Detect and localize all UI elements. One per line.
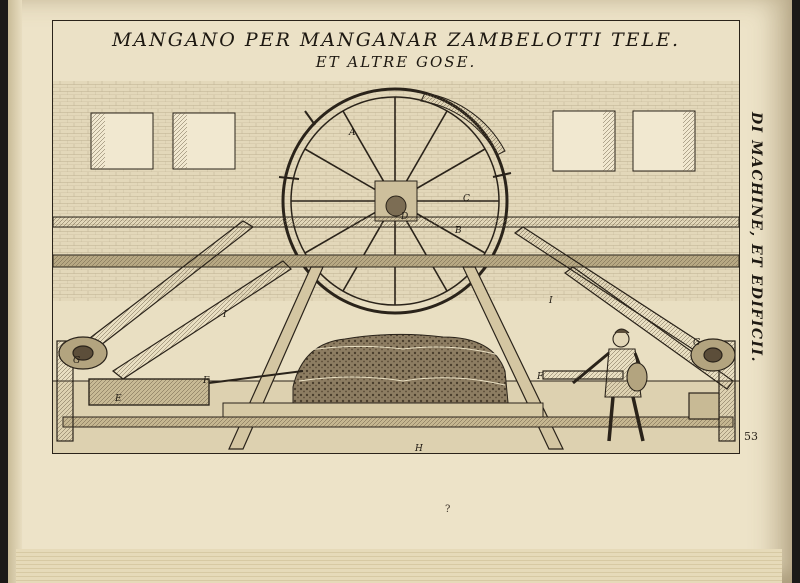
plate-title-band xyxy=(53,21,739,82)
label-b: B xyxy=(455,226,462,236)
label-h: H xyxy=(415,444,423,453)
label-g-left: G xyxy=(73,356,81,366)
plate-title-line-1: MANGANO PER MANGANAR ZAMBELOTTI TELE. xyxy=(111,29,681,51)
label-i-left: I xyxy=(223,310,227,320)
label-i-right: I xyxy=(549,296,553,306)
page-number: 53 xyxy=(744,430,758,443)
engraved-plate xyxy=(52,20,740,454)
label-g-right: G xyxy=(693,338,701,348)
page-edges-stack xyxy=(16,549,782,583)
gutter-mark: ? xyxy=(445,504,451,515)
label-e: E xyxy=(115,394,122,404)
mangle-machine-engraving xyxy=(53,81,739,453)
label-c: C xyxy=(463,194,470,204)
label-d: D xyxy=(401,212,409,222)
page-gutter-edge xyxy=(8,0,22,583)
label-a: A xyxy=(349,128,356,138)
label-f-left: F xyxy=(203,376,210,386)
label-f-right: F xyxy=(537,372,544,382)
plate-title-line-2: ET ALTRE GOSE. xyxy=(315,53,477,71)
book-page xyxy=(8,0,792,583)
running-head: DI MACHINE, ET EDIFICII. xyxy=(748,112,764,363)
